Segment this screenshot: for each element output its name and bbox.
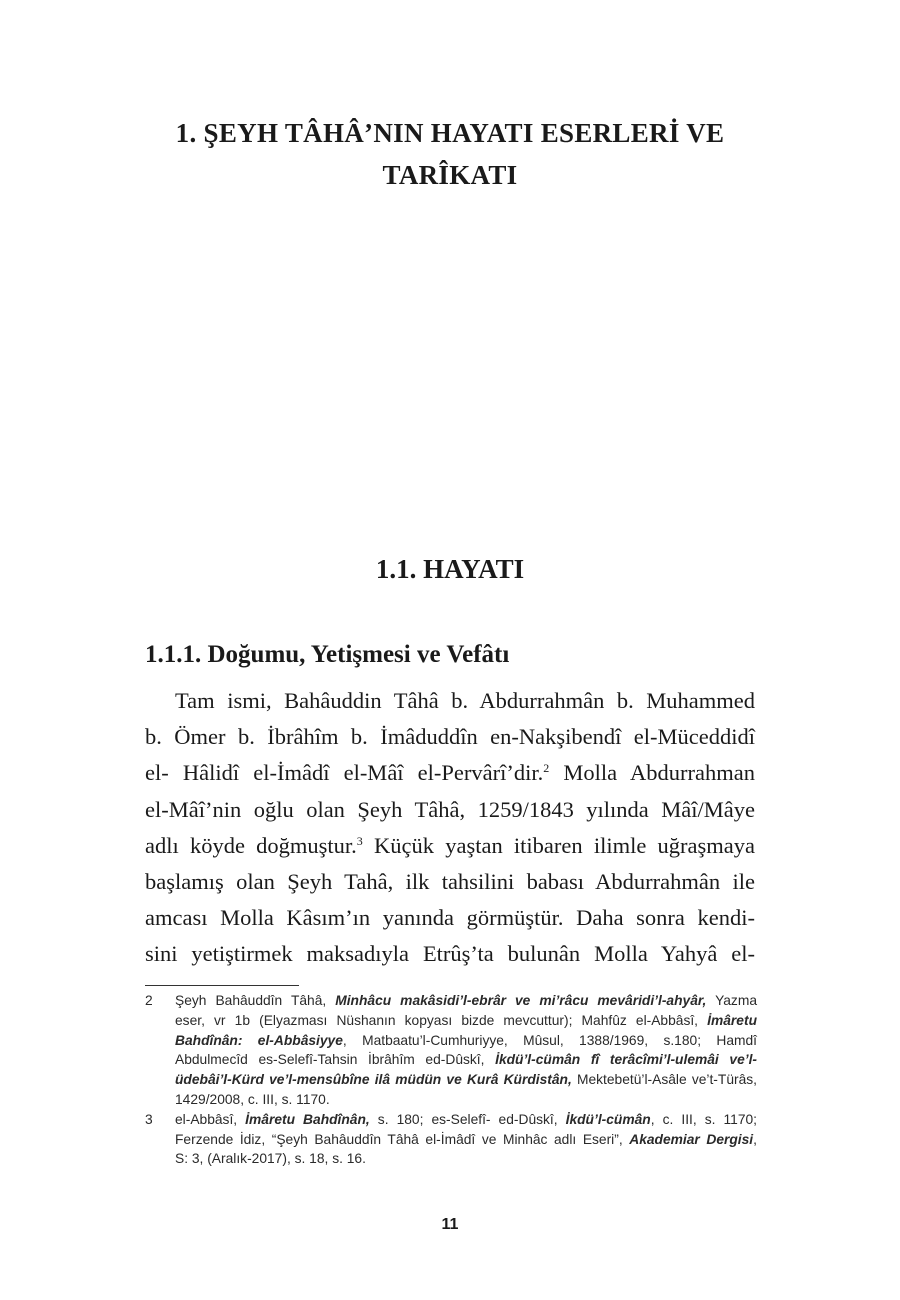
body-line: el-Mâî’nin oğlu olan Şeyh Tâhâ, 1259/1843 yılında Mâî/Mâye — [145, 796, 755, 822]
footnote-reference[interactable]: 2 — [543, 761, 550, 776]
body-line — [145, 828, 755, 864]
footnote-3 — [145, 1110, 757, 1169]
footnote-work-title: Akademiar Dergisi — [629, 1131, 754, 1147]
footnote-work-title: Minhâcu makâsidi’l-ebrâr ve mi’râcu mevâridi’l-ahyâr, — [335, 993, 707, 1008]
footnote-text: , — [753, 1131, 757, 1147]
footnote-text: , c. III, s. 1170; — [650, 1111, 758, 1127]
footnote-text: Abdulmecîd es-Selefî-Tahsin İbrâhîm ed-Dûskî, — [175, 1052, 496, 1068]
footnote-work-title: İmâretu — [707, 1012, 757, 1028]
body-paragraph — [145, 683, 755, 973]
footnotes — [145, 991, 757, 1169]
footnote-number: 3 — [145, 1111, 153, 1127]
footnote-work-title: İmâretu Bahdînân, — [245, 1111, 370, 1127]
footnote-work-title: üdebâi’l-Kürd ve’l-mensûbîne ilâ müdün ve Kurâ Kürdistân, — [175, 1072, 572, 1088]
subsection-title: 1.1.1. Doğumu, Yetişmesi ve Vefâtı — [145, 641, 510, 668]
footnote-text: Ferzende İdiz, “Şeyh Bahâuddîn Tâhâ el-İmâdî ve Minhâc adlı Eseri”, — [175, 1131, 630, 1147]
footnote-line — [175, 991, 757, 1011]
footnote-2 — [145, 991, 757, 1110]
body-line: b. Ömer b. İbrâhîm b. İmâduddîn en-Nakşibendî el-Müceddidî — [145, 724, 755, 750]
footnote-line — [175, 1031, 757, 1051]
footnote-text: Mektebetü’l-Asâle ve’t-Türâs, — [571, 1072, 757, 1088]
footnote-line: S: 3, (Aralık-2017), s. 18, s. 16. — [175, 1151, 366, 1167]
footnote-line — [175, 1130, 757, 1150]
footnote-line — [175, 1110, 757, 1130]
chapter-title — [100, 112, 800, 196]
footnote-work-title: İkdü’l-cümân — [565, 1111, 651, 1127]
footnote-separator — [145, 985, 299, 986]
body-line-segment: Küçük yaştan itibaren ilimle uğraşmaya — [374, 832, 756, 858]
body-line — [145, 755, 755, 791]
body-line: sini yetiştirmek maksadıyla Etrûş’ta bulunân Molla Yahyâ el- — [145, 941, 755, 967]
footnote-line — [175, 1050, 757, 1070]
body-line-segment: Molla Abdurrahman — [563, 760, 756, 786]
footnote-reference[interactable]: 3 — [356, 833, 363, 848]
footnote-line: 1429/2008, c. III, s. 1170. — [175, 1091, 330, 1107]
body-line-segment: adlı köyde doğmuştur. — [145, 832, 357, 858]
chapter-title-line-2: TARÎKATI — [382, 160, 518, 190]
footnote-text: s. 180; es-Selefî- ed-Dûskî, — [369, 1111, 566, 1127]
body-line: Tam ismi, Bahâuddin Tâhâ b. Abdurrahmân b. Muhammed — [175, 688, 755, 713]
section-title: 1.1. HAYATI — [375, 554, 525, 584]
footnote-text: Yazma — [706, 993, 757, 1008]
body-line-segment: el- Hâlidî el-İmâdî el-Mâî el-Pervârî’dir. — [145, 760, 544, 786]
page-number: 11 — [441, 1216, 459, 1233]
footnote-number: 2 — [145, 993, 153, 1008]
footnote-text: Şeyh Bahâuddîn Tâhâ, — [175, 993, 336, 1008]
footnote-work-title: Bahdînân: el-Abbâsiyye — [175, 1032, 343, 1048]
body-line: başlamış olan Şeyh Tahâ, ilk tahsilini babası Abdurrahmân ile — [145, 869, 755, 895]
footnote-line — [175, 1011, 757, 1031]
footnote-text: , Matbaatu’l-Cumhuriyye, Mûsul, 1388/1969, s.180; Hamdî — [342, 1032, 757, 1048]
footnote-text: eser, vr 1b (Elyazması Nüshanın kopyası bizde mevcuttur); Mahfûz el-Abbâsî, — [175, 1012, 708, 1028]
footnote-text: el-Abbâsî, — [175, 1111, 246, 1127]
footnote-line — [175, 1070, 757, 1090]
chapter-title-line-1: 1. ŞEYH TÂHÂ’NIN HAYATI ESERLERİ VE — [175, 118, 725, 148]
body-line: amcası Molla Kâsım’ın yanında görmüştür. Daha sonra kendi- — [145, 905, 755, 931]
footnote-work-title: İkdü’l-cümân fî terâcîmi’l-ulemâi ve’l- — [495, 1052, 757, 1068]
